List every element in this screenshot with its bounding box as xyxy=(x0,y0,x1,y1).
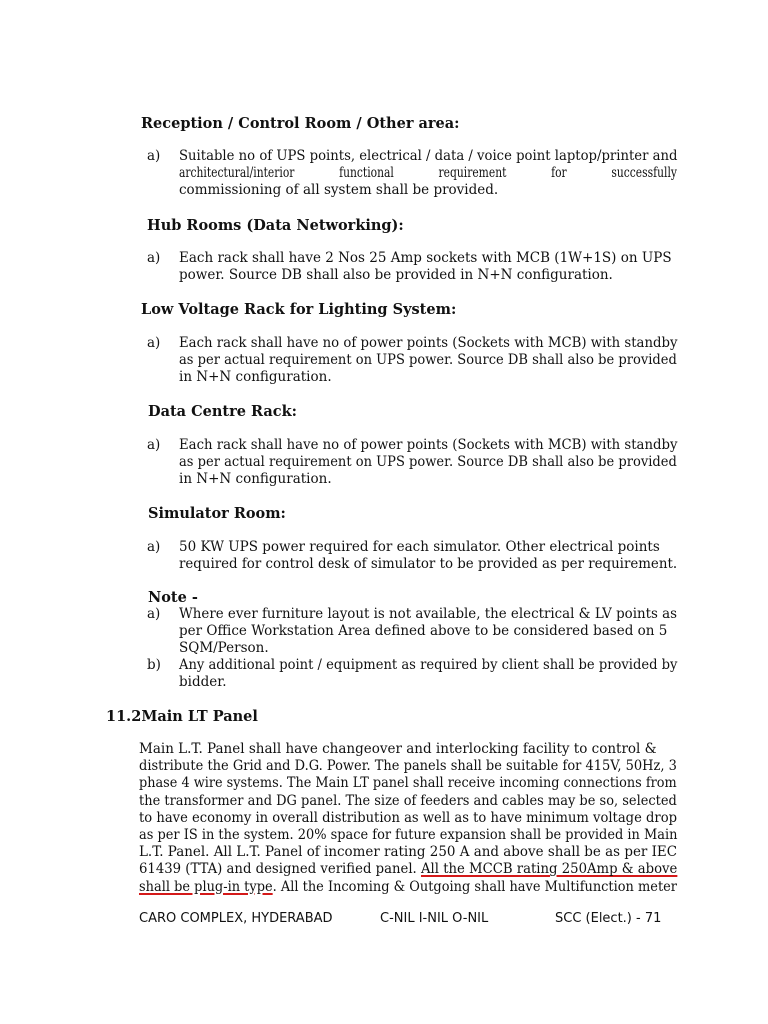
text-line: bidder. xyxy=(179,674,227,691)
text-line: to have economy in overall distribution as well as to have minimum voltage drop xyxy=(139,809,678,826)
text-line: architectural/interior functional requirement for successfully xyxy=(179,165,677,182)
text-line: Any additional point / equipment as required by client shall be provided by xyxy=(179,657,678,673)
text-line: 50 KW UPS power required for each simulator. Other electrical points xyxy=(179,539,660,555)
text-line: the transformer and DG panel. The size of feeders and cables may be so, selected xyxy=(139,792,677,809)
text-line: as per IS in the system. 20% space for future expansion shall be provided in Main xyxy=(139,827,678,844)
text-line: commissioning of all system shall be provided. xyxy=(179,182,499,199)
list-label: b) xyxy=(147,657,161,673)
list-label: a) xyxy=(147,148,161,164)
section-heading-data-centre-rack: Data Centre Rack: xyxy=(148,403,298,420)
text-line: Each rack shall have no of power points (Sockets with MCB) with standby xyxy=(179,335,678,351)
section-heading-low-voltage-rack: Low Voltage Rack for Lighting System: xyxy=(141,301,457,318)
text-line xyxy=(139,878,677,896)
text-line: in N+N configuration. xyxy=(179,471,332,488)
main-lt-paragraph xyxy=(139,741,677,896)
text-line: per Office Workstation Area defined above to be considered based on 5 xyxy=(179,623,668,640)
text-line: in N+N configuration. xyxy=(179,369,332,386)
text-line: required for control desk of simulator to be provided as per requirement. xyxy=(179,556,678,573)
footer-left: CARO COMPLEX, HYDERABAD xyxy=(139,911,333,926)
text-line: Main L.T. Panel shall have changeover and interlocking facility to control & xyxy=(139,741,657,757)
list-label: a) xyxy=(147,250,161,266)
section-heading-reception: Reception / Control Room / Other area: xyxy=(141,115,460,132)
text-line: L.T. Panel. All L.T. Panel of incomer rating 250 A and above shall be as per IEC xyxy=(139,844,678,861)
list-label: a) xyxy=(147,437,161,453)
text-line: SQM/Person. xyxy=(179,640,269,657)
footer-center: C-NIL I-NIL O-NIL xyxy=(380,911,489,926)
list-label: a) xyxy=(147,539,161,555)
list-label: a) xyxy=(147,335,161,351)
footer-right: SCC (Elect.) - 71 xyxy=(555,911,662,926)
text-line: Where ever furniture layout is not available, the electrical & LV points as xyxy=(179,606,677,622)
list-label: a) xyxy=(147,606,161,622)
section-heading-simulator-room: Simulator Room: xyxy=(148,505,286,522)
text-line: as per actual requirement on UPS power. Source DB shall also be provided xyxy=(179,454,677,471)
text-line: power. Source DB shall also be provided in N+N configuration. xyxy=(179,267,613,284)
text-line xyxy=(139,861,678,878)
text-line: Each rack shall have 2 Nos 25 Amp sockets with MCB (1W+1S) on UPS xyxy=(179,250,672,266)
text-line: Suitable no of UPS points, electrical / data / voice point laptop/printer and xyxy=(179,148,678,164)
annotated-underline: shall be plug-in type xyxy=(139,878,273,895)
annotated-underline: All the MCCB rating 250Amp & above xyxy=(420,861,678,878)
text-line: distribute the Grid and D.G. Power. The panels shall be suitable for 415V, 50Hz, 3 xyxy=(139,758,677,775)
text-segment: . All the Incoming & Outgoing shall have Multifunction meter xyxy=(272,878,677,895)
text-line: as per actual requirement on UPS power. Source DB shall also be provided xyxy=(179,352,677,369)
text-segment: 61439 (TTA) and designed verified panel. xyxy=(139,861,421,878)
section-heading-hub-rooms: Hub Rooms (Data Networking): xyxy=(147,217,404,234)
text-line: phase 4 wire systems. The Main LT panel shall receive incoming connections from xyxy=(139,775,677,792)
section-heading-note: Note - xyxy=(148,589,198,606)
section-heading-main-lt-panel: 11.2Main LT Panel xyxy=(106,708,258,725)
text-line: Each rack shall have no of power points (Sockets with MCB) with standby xyxy=(179,437,678,453)
